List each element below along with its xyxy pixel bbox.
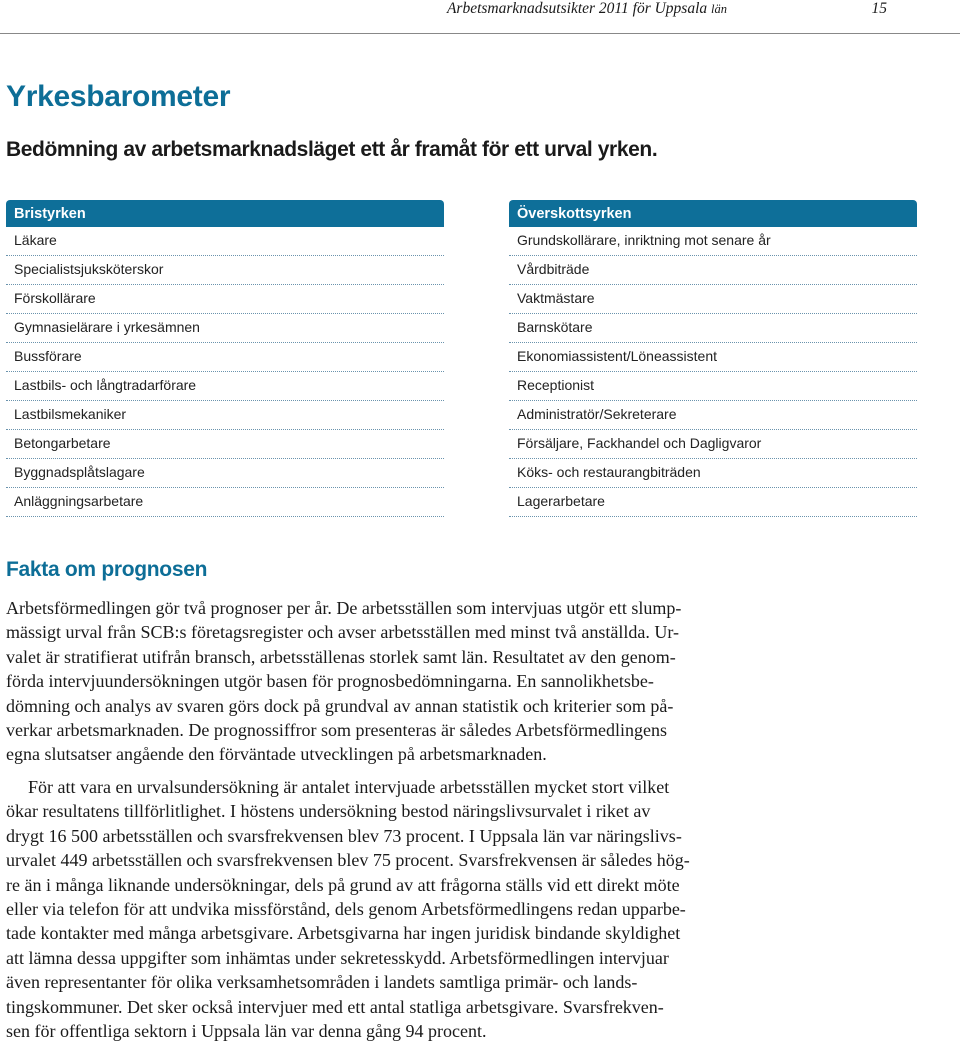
bristyrken-item: Läkare [6,227,444,256]
page-number: 15 [871,0,887,17]
bristyrken-item: Lastbilsmekaniker [6,401,444,430]
bristyrken-item: Förskollärare [6,285,444,314]
publication-title-suffix: län [711,2,727,16]
text-line: urvalet 449 arbetsställen och svarsfrekvensen blev 75 procent. Svarsfrekvensen är således hög- [6,850,690,871]
publication-title-main: Arbetsmarknadsutsikter 2011 för Uppsala [446,0,708,17]
text-line: valet är stratifierat utifrån bransch, arbetsställenas storlek samt län. Resultatet av den genom- [6,646,676,667]
overskottsyrken-item: Vaktmästare [509,285,917,314]
text-line: För att vara en urvalsundersökning är antalet intervjuade arbetsställen mycket stort vilket [28,777,670,797]
overskottsyrken-item: Receptionist [509,372,917,401]
overskottsyrken-item: Barnskötare [509,314,917,343]
text-line: eller via telefon för att undvika missförstånd, dels genom Arbetsförmedlingens redan upparbe- [6,899,686,920]
overskottsyrken-item: Ekonomiassistent/Löneassistent [509,343,917,372]
page-subtitle: Bedömning av arbetsmarknadsläget ett år framåt för ett urval yrken. [6,138,658,161]
bristyrken-item: Bussförare [6,343,444,372]
text-line: dömning och analys av svaren görs dock på grundval av annan statistik och kriterier som på- [6,695,674,716]
bristyrken-item: Anläggningsarbetare [6,488,444,517]
text-line: sen för offentliga sektorn i Uppsala län var denna gång 94 procent. [6,1021,487,1042]
bristyrken-item: Betongarbetare [6,430,444,459]
text-line: re än i många liknande undersökningar, dels på grund av att frågorna ställs vid ett direkt möte [6,874,680,895]
text-line: även representanter för olika verksamhetsområden i landets samtliga primär- och lands- [6,972,638,993]
overskottsyrken-item: Lagerarbetare [509,488,917,517]
bristyrken-item: Specialistsjuksköterskor [6,256,444,285]
text-line: drygt 16 500 arbetsställen och svarsfrekvensen blev 73 procent. I Uppsala län var näringslivs- [6,825,682,846]
bristyrken-item: Byggnadsplåtslagare [6,459,444,488]
fakta-heading: Fakta om prognosen [6,558,208,581]
overskottsyrken-item: Försäljare, Fackhandel och Dagligvaror [509,430,917,459]
text-line: mässigt urval från SCB:s företagsregister och avser arbetsställen med minst två anställda. Ur- [6,622,679,643]
text-line: tade kontakter med många arbetsgivare. Arbetsgivarna har ingen juridisk bindande skyldighet [6,923,681,944]
overskottsyrken-item: Köks- och restaurangbiträden [509,459,917,488]
overskottsyrken-box [509,200,917,517]
text-line: tingskommuner. Det sker också intervjuer med ett antal statliga arbetsgivare. Svarsfrekven- [6,996,664,1017]
page-title: Yrkesbarometer [6,80,231,113]
overskottsyrken-heading: Överskottsyrken [509,200,917,227]
bristyrken-heading: Bristyrken [6,200,444,227]
overskottsyrken-item: Administratör/Sekreterare [509,401,917,430]
overskottsyrken-item: Grundskollärare, inriktning mot senare år [509,227,917,256]
text-line: egna slutsatser angående den förväntade utvecklingen på arbetsmarknaden. [6,744,547,765]
bristyrken-item: Lastbils- och långtradarförare [6,372,444,401]
bristyrken-box [6,200,444,517]
bristyrken-item: Gymnasielärare i yrkesämnen [6,314,444,343]
text-line: förda intervjuundersökningen utgör basen för prognosbedömningarna. En sannolikhetsbe- [6,671,654,692]
publication-title [447,0,727,18]
text-line: verkar arbetsmarknaden. De prognossiffror som presenteras är således Arbetsförmedlingens [6,720,667,741]
fakta-paragraph-2 [6,775,890,1043]
text-line: att lämna dessa uppgifter som inhämtas under sekretesskydd. Arbetsförmedlingen intervjuar [6,947,669,968]
fakta-paragraph-1 [6,596,890,767]
page-header [0,0,960,34]
text-line: Arbetsförmedlingen gör två prognoser per år. De arbetsställen som intervjuas utgör ett slump- [6,598,682,618]
text-line: ökar resultatens tillförlitlighet. I höstens undersökning bestod näringslivsurvalet i riket av [6,801,651,822]
overskottsyrken-item: Vårdbiträde [509,256,917,285]
